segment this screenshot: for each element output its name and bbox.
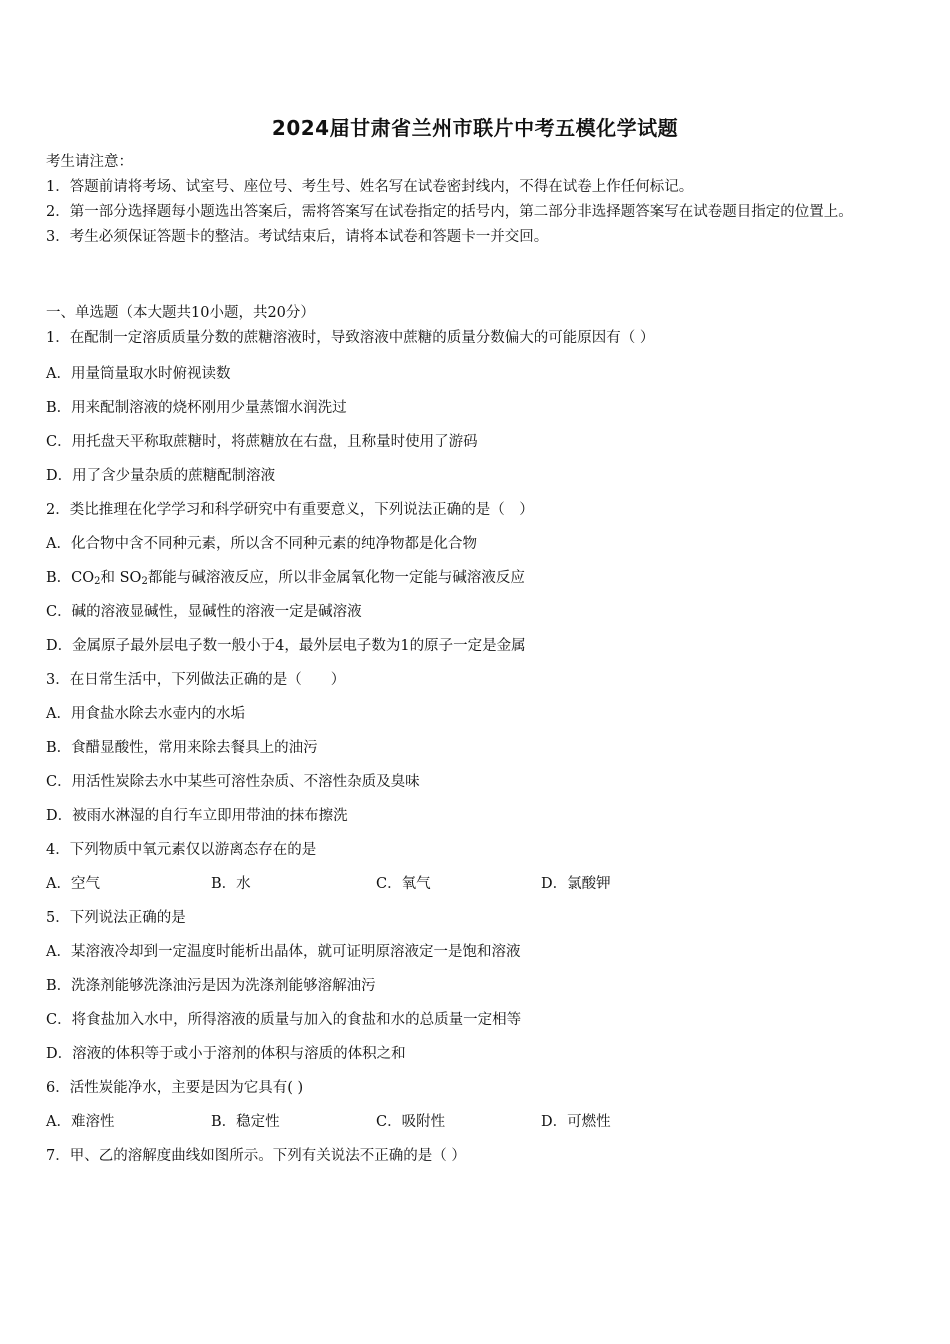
question-2-option-b: [46, 566, 525, 587]
question-2-option-d: D．金属原子最外层电子数一般小于4，最外层电子数为1的原子一定是金属: [46, 638, 526, 654]
question-1-option-c: C．用托盘天平称取蔗糖时，将蔗糖放在右盘，且称量时使用了游码: [46, 434, 478, 450]
question-1-stem: 1．在配制一定溶质质量分数的蔗糖溶液时，导致溶液中蔗糖的质量分数偏大的可能原因有（ ）: [46, 330, 655, 346]
page-title: 2024届甘肃省兰州市联片中考五模化学试题: [271, 116, 679, 140]
notice-heading: 考生请注意：: [46, 154, 133, 170]
question-1-option-a: A．用量筒量取水时俯视读数: [46, 366, 231, 382]
question-6-option-b: B．稳定性: [211, 1114, 280, 1130]
question-5-stem: 5．下列说法正确的是: [46, 910, 186, 926]
section-heading: 一、单选题（本大题共10小题，共20分）: [46, 305, 315, 321]
question-4-option-a: A．空气: [46, 876, 100, 892]
question-2-option-b-part1: B．CO: [46, 570, 95, 586]
question-5-option-c: C．将食盐加入水中，所得溶液的质量与加入的食盐和水的总质量一定相等: [46, 1012, 522, 1028]
question-3-option-c: C．用活性炭除去水中某些可溶性杂质、不溶性杂质及臭味: [46, 774, 420, 790]
question-7-stem: 7．甲、乙的溶解度曲线如图所示。下列有关说法不正确的是（ ）: [46, 1148, 466, 1164]
question-1-option-b: B．用来配制溶液的烧杯刚用少量蒸馏水润洗过: [46, 400, 347, 416]
notice-item-3: 3．考生必须保证答题卡的整洁。考试结束后，请将本试卷和答题卡一并交回。: [46, 229, 549, 245]
notice-item-2: 2．第一部分选择题每小题选出答案后，需将答案写在试卷指定的括号内，第二部分非选择题答案写在试卷题目指定的位置上。: [46, 204, 853, 220]
question-5-option-a: A．某溶液冷却到一定温度时能析出晶体，就可证明原溶液定一是饱和溶液: [46, 944, 521, 960]
question-4-option-c: C．氧气: [376, 876, 431, 892]
question-2-stem: 2．类比推理在化学学习和科学研究中有重要意义，下列说法正确的是（ ）: [46, 502, 534, 518]
question-4-option-d: D．氯酸钾: [541, 876, 611, 892]
notice-section: [46, 150, 906, 250]
question-3-option-a: A．用食盐水除去水壶内的水垢: [46, 706, 245, 722]
question-6-option-d: D．可燃性: [541, 1114, 611, 1130]
question-1-option-d: D．用了含少量杂质的蔗糖配制溶液: [46, 468, 276, 484]
so2-subscript: 2: [141, 576, 148, 587]
question-6-stem: 6．活性炭能净水，主要是因为它具有( ): [46, 1080, 304, 1096]
question-3-stem: 3．在日常生活中，下列做法正确的是（ ）: [46, 672, 346, 688]
question-4-option-b: B．水: [211, 876, 251, 892]
notice-item-1: 1．答题前请将考场、试室号、座位号、考生号、姓名写在试卷密封线内，不得在试卷上作任何标记。: [46, 179, 694, 195]
question-2-option-c: C．碱的溶液显碱性，显碱性的溶液一定是碱溶液: [46, 604, 362, 620]
co2-subscript: 2: [94, 576, 101, 587]
question-3-option-b: B．食醋显酸性，常用来除去餐具上的油污: [46, 740, 318, 756]
question-4-stem: 4．下列物质中氧元素仅以游离态存在的是: [46, 842, 317, 858]
question-6-option-c: C．吸附性: [376, 1114, 446, 1130]
question-5-option-d: D．溶液的体积等于或小于溶剂的体积与溶质的体积之和: [46, 1046, 406, 1062]
question-2-option-b-part2: 和 SO: [100, 570, 142, 586]
question-3-option-d: D．被雨水淋湿的自行车立即用带油的抹布擦洗: [46, 808, 348, 824]
question-2-option-b-part3: 都能与碱溶液反应，所以非金属氧化物一定能与碱溶液反应: [147, 570, 525, 586]
question-5-option-b: B．洗涤剂能够洗涤油污是因为洗涤剂能够溶解油污: [46, 978, 376, 994]
question-6-option-a: A．难溶性: [46, 1114, 115, 1130]
question-2-option-a: A．化合物中含不同种元素，所以含不同种元素的纯净物都是化合物: [46, 536, 477, 552]
